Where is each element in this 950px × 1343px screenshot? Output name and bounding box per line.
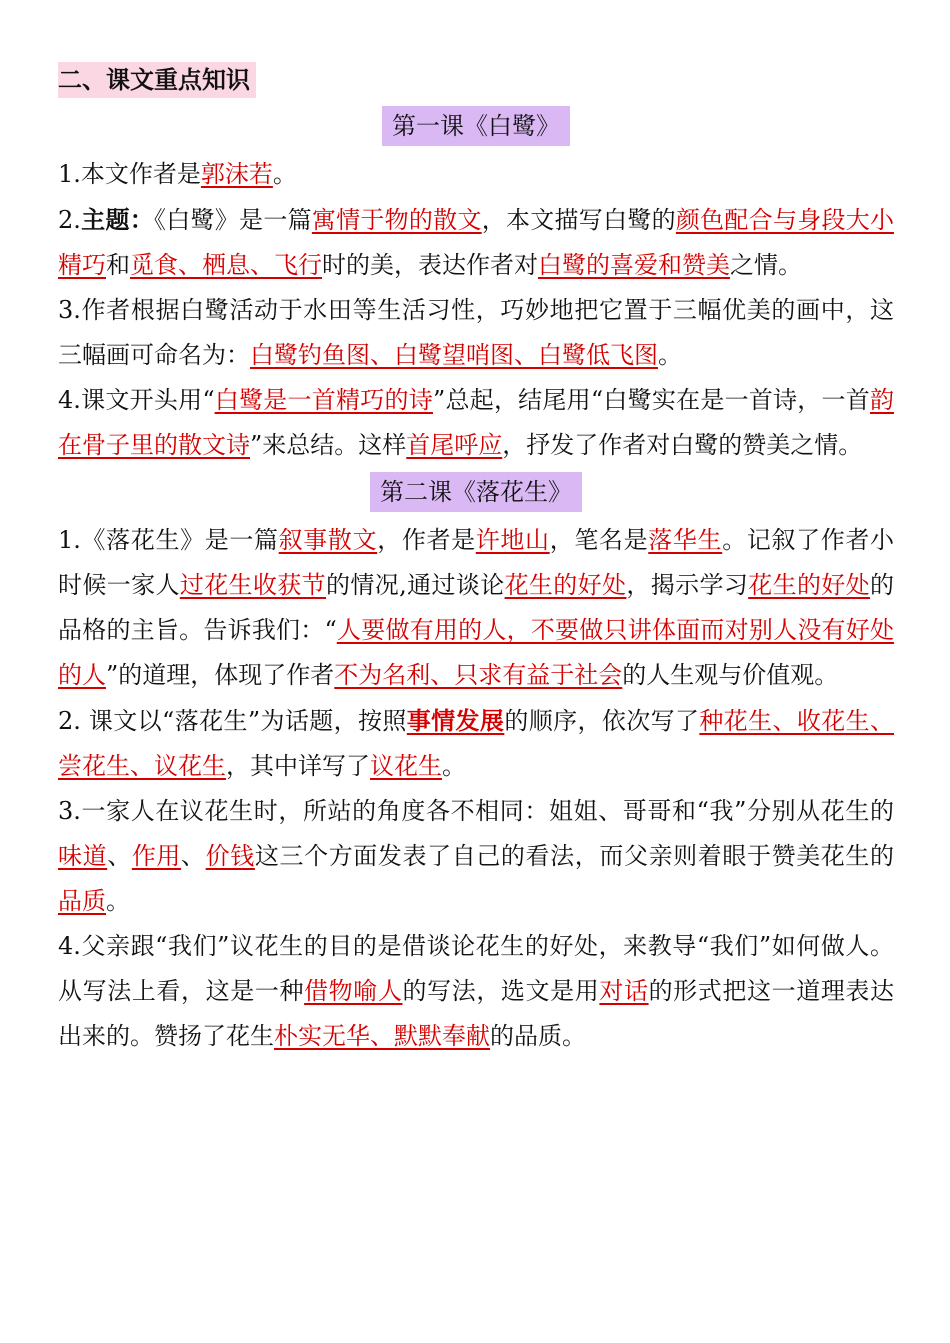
key-phrase: 颜色配合与身段大小精巧 [58,206,895,279]
text-segment: 、 [181,842,206,870]
key-phrase: 郭沫若 [200,160,273,188]
key-phrase: 叙事散文 [278,526,378,554]
text-segment: 4.父亲跟“我们”议花生的目的是借谈论花生的好处，来教导“我们”如何做人。从写法上看，这是一种 [58,932,894,1005]
key-phrase: 首尾呼应 [406,431,503,459]
key-phrase: 白鹭的喜爱和赞美 [538,251,730,279]
text-segment: ，笔名是 [549,526,649,554]
key-phrase: 品质 [58,887,106,915]
knowledge-point [58,378,894,468]
lesson-title: 第一课《白鹭》 [382,106,570,146]
text-segment: 4.课文开头用“ [58,386,215,414]
text-segment: 。 [658,341,682,369]
text-segment: 。 [272,160,297,188]
key-phrase: 种花生、收花生、尝花生、议花生 [58,707,895,780]
text-segment: 2. [58,206,81,234]
text-segment: 的品质。 [490,1022,586,1050]
text-segment: 的形式把这一道理表达出来的。赞扬了花生 [58,977,895,1050]
text-segment: 这三个方面发表了自己的看法，而父亲则着眼于赞美花生的 [254,842,895,870]
knowledge-point [58,518,894,698]
text-segment: 。 [442,752,466,780]
text-segment: ，揭示学习 [626,571,749,599]
key-phrase: 对话 [599,977,649,1005]
text-segment: 主题： [80,205,154,234]
text-segment: 。 [106,887,130,915]
text-segment: 。记叙了作者小时候一家人 [58,526,895,599]
knowledge-point [58,698,894,789]
key-phrase: 作用 [131,842,182,870]
text-segment: 2. 课文以“落花生”为话题，按照 [58,707,407,735]
knowledge-point [58,152,894,197]
key-phrase: 味道 [58,842,108,870]
key-phrase: 价钱 [205,842,255,870]
key-phrase: 花生的好处 [504,571,627,599]
text-segment: 和 [106,251,130,279]
text-segment: 的情况,通过谈论 [326,571,505,599]
text-segment: 1.本文作者是 [58,160,201,188]
text-segment: ，抒发了作者对白鹭的赞美之情。 [502,431,863,459]
knowledge-point [58,924,894,1059]
key-phrase: 觅食、栖息、飞行 [130,251,322,279]
text-segment: 3.一家人在议花生时，所站的角度各不相同：姐姐、哥哥和“我”分别从花生的 [58,797,894,825]
text-segment: ”总起，结尾用“白鹭实在是一首诗，一首 [432,386,871,414]
text-segment: 的顺序，依次写了 [504,707,700,735]
key-phrase: 许地山 [475,526,550,554]
text-segment: ”来总结。这样 [250,431,407,459]
text-segment: 之情。 [730,251,802,279]
key-phrase: 寓情于物的散文 [311,206,482,234]
key-phrase: 借物喻人 [304,977,403,1005]
key-phrase: 落华生 [648,526,723,554]
section-heading: 二、课文重点知识 [58,62,256,98]
text-segment: ，本文描写白鹭的 [481,206,676,234]
text-segment: 的写法，选文是用 [402,977,600,1005]
text-segment: 时的美，表达作者对 [322,251,538,279]
lessons-container [58,106,894,1059]
knowledge-point [58,288,894,378]
key-phrase: 不为名利、只求有益于社会 [334,661,623,689]
key-phrase: 白鹭是一首精巧的诗 [214,386,433,414]
text-segment: 《白鹭》是一篇 [153,206,312,234]
key-phrase: 事情发展 [406,706,505,735]
text-segment: 3.作者根据白鹭活动于水田等生活习性，巧妙地把它置于三幅优美的画中，这三幅画可命名为： [58,296,894,369]
text-segment: 1.《落花生》是一篇 [58,526,279,554]
key-phrase: 人要做有用的人，不要做只讲体面而对别人没有好处的人 [58,616,895,689]
key-phrase: 韵在骨子里的散文诗 [58,386,895,459]
key-phrase: 议花生 [370,752,442,780]
lesson-title: 第二课《落花生》 [370,472,582,512]
key-phrase: 朴实无华、默默奉献 [274,1022,490,1050]
key-phrase: 白鹭钓鱼图、白鹭望哨图、白鹭低飞图 [250,341,658,369]
text-segment: ，其中详写了 [226,752,370,780]
text-segment: 的品格的主旨。告诉我们：“ [58,571,895,644]
text-segment: 、 [107,842,132,870]
text-segment: 的人生观与价值观。 [622,661,839,689]
knowledge-point [58,789,894,924]
key-phrase: 过花生收获节 [179,571,327,599]
document-page [58,62,894,1059]
key-phrase: 花生的好处 [748,571,871,599]
text-segment: ，作者是 [377,526,476,554]
knowledge-point [58,197,894,288]
text-segment: ”的道理，体现了作者 [106,661,335,689]
